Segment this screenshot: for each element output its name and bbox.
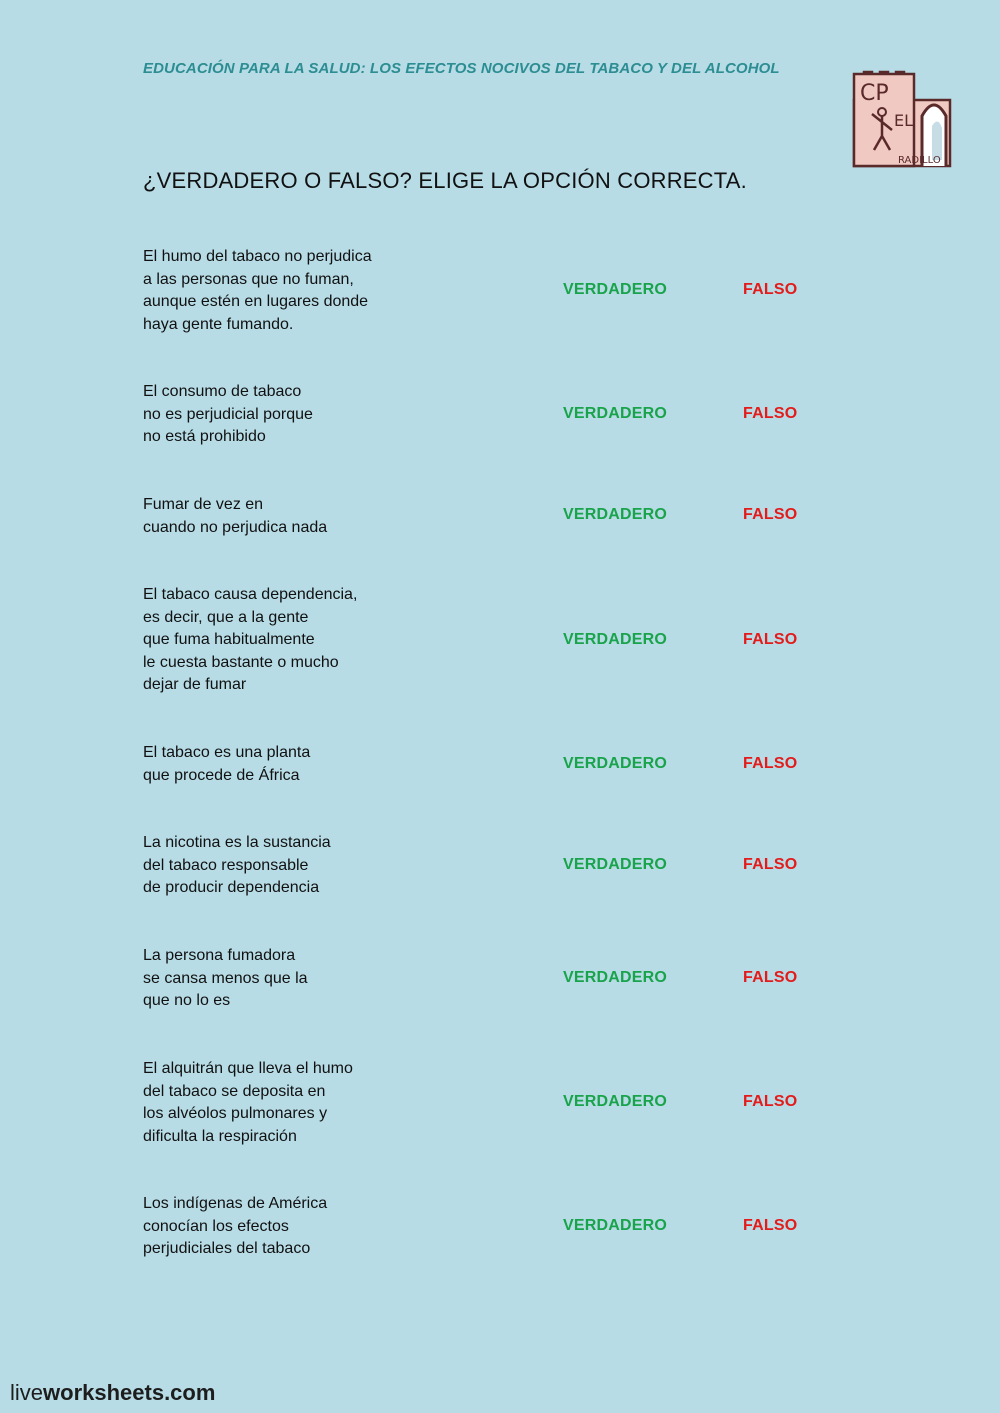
liveworksheets-brand[interactable] <box>10 1380 215 1406</box>
instruction-text: ¿VERDADERO O FALSO? ELIGE LA OPCIÓN CORRECTA. <box>143 168 747 193</box>
option-false-button[interactable]: FALSO <box>743 506 798 523</box>
option-false-button[interactable]: FALSO <box>743 1217 798 1234</box>
worksheet-header: EDUCACIÓN PARA LA SALUD: LOS EFECTOS NOCIVOS DEL TABACO Y DEL ALCOHOL <box>143 60 780 77</box>
brand-bold-text: worksheets.com <box>43 1380 216 1405</box>
option-true-button[interactable]: VERDADERO <box>563 755 668 772</box>
logo-text-radillo: RADILLO <box>898 155 941 166</box>
option-false-button[interactable]: FALSO <box>743 1093 798 1110</box>
question-text: El consumo de tabaco no es perjudicial porque no está prohibido <box>143 383 313 445</box>
school-logo <box>852 70 952 170</box>
brand-light-text: live <box>10 1380 44 1405</box>
option-false-button[interactable]: FALSO <box>743 405 798 422</box>
question-text: El alquitrán que lleva el humo del tabaco se deposita en los alvéolos pulmonares y dificulta la respiración <box>143 1060 353 1145</box>
question-text: Fumar de vez en cuando no perjudica nada <box>143 496 328 536</box>
question-text: El humo del tabaco no perjudica a las personas que no fuman, aunque estén en lugares donde haya gente fumando. <box>143 248 372 333</box>
option-true-button[interactable]: VERDADERO <box>563 1093 668 1110</box>
option-false-button[interactable]: FALSO <box>743 281 798 298</box>
option-false-button[interactable]: FALSO <box>743 631 798 648</box>
option-true-button[interactable]: VERDADERO <box>563 405 668 422</box>
option-false-button[interactable]: FALSO <box>743 969 798 986</box>
option-true-button[interactable]: VERDADERO <box>563 1217 668 1234</box>
question-text: El tabaco es una planta que procede de África <box>143 744 311 784</box>
option-true-button[interactable]: VERDADERO <box>563 856 668 873</box>
question-text: El tabaco causa dependencia, es decir, que a la gente que fuma habitualmente le cuesta bastante o mucho dejar de fumar <box>143 586 358 693</box>
option-false-button[interactable]: FALSO <box>743 755 798 772</box>
logo-text-cp: CP <box>860 81 889 106</box>
option-true-button[interactable]: VERDADERO <box>563 631 668 648</box>
question-text: Los indígenas de América conocían los efectos perjudiciales del tabaco <box>143 1195 328 1257</box>
option-true-button[interactable]: VERDADERO <box>563 969 668 986</box>
option-false-button[interactable]: FALSO <box>743 856 798 873</box>
logo-text-el: EL <box>894 111 914 130</box>
question-text: La nicotina es la sustancia del tabaco responsable de producir dependencia <box>143 834 331 896</box>
question-text: La persona fumadora se cansa menos que la que no lo es <box>143 947 308 1009</box>
option-true-button[interactable]: VERDADERO <box>563 281 668 298</box>
option-true-button[interactable]: VERDADERO <box>563 506 668 523</box>
